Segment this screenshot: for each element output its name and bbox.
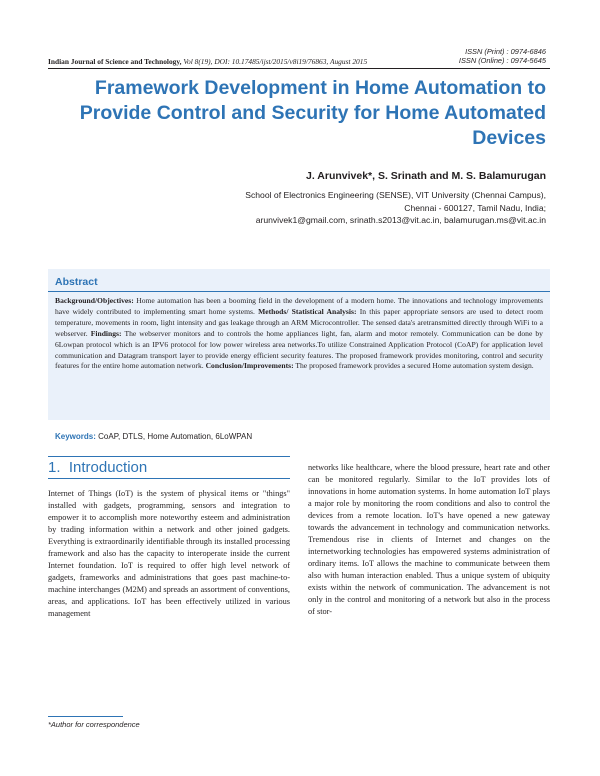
author-emails: arunvivek1@gmail.com, srinath.s2013@vit.ac.in, balamurugan.ms@vit.ac.in [255, 215, 546, 225]
methods-label: Methods/ Statistical Analysis: [258, 306, 357, 316]
findings-text: The webserver monitors and to controls the home appliances light, fan, alarm and motor remotely. Communication can be done by 6Lowpan protocol which is an IPV6 protocol for low power wireless area networks.To utilize Constrained Application Protocol (CoAP) for application level communication and Datagram transport layer to provide energy efficient security features. The proposed framework provides monitoring, control and security features for the entire home automation network. [55, 328, 543, 371]
conclusion-text: The proposed framework provides a secured Home automation system design. [293, 361, 534, 371]
affiliation-line-2: Chennai - 600127, Tamil Nadu, India; [404, 202, 546, 213]
header-divider [48, 68, 550, 69]
affiliation-line-1: School of Electronics Engineering (SENSE), VIT University (Chennai Campus), [245, 190, 546, 200]
section-number: 1. [48, 459, 61, 476]
abstract-box [48, 269, 550, 420]
authors: J. Arunvivek*, S. Srinath and M. S. Balamurugan [305, 170, 546, 182]
issn-online: ISSN (Online) : 0974-5645 [458, 56, 546, 65]
affiliation [126, 189, 546, 227]
keywords [55, 432, 252, 441]
abstract-text [55, 296, 543, 372]
keywords-values: CoAP, DTLS, Home Automation, 6LoWPAN [95, 432, 253, 441]
footnote: *Author for correspondence [48, 720, 140, 729]
conclusion-label: Conclusion/Improvements: [205, 361, 294, 371]
body-column-left: Internet of Things (IoT) is the system of physical items or "things" installed with gadgets, programming, sensors and integration to empower it to accomplish more noteworthy esteem and administration by trading information within a network and other joined gadgets. Everything is extraordinarily identifiable through its installed processing framework and also has the capacity to interoperate inside the current Internet foundation. IoT is required to offer high level network of gadgets, frameworks and administrations that goes past machine-to-machine interchanges (M2M) and spreads an assortment of conventions, areas, and applications. IoT has been effectively utilized in various management [48, 489, 290, 618]
paper-title: Framework Development in Home Automation to Provide Control and Security for Home Automated Devices [79, 77, 546, 149]
abstract-divider [48, 291, 550, 292]
section-top-rule [48, 456, 290, 457]
issn-print: ISSN (Print) : 0974-6846 [465, 47, 546, 56]
keywords-label: Keywords: [55, 432, 96, 441]
body-column-right: networks like healthcare, where the blood pressure, heart rate and other can be monitored regularly. Similar to the IoT provides lots of innovations in home automation systems. In home automation IoT plays a major role by monitoring the room conditions and also to control the devices from a remote location. IoT's have opened a new gateway towards the advancement in technology and communication networks. Tremendous rise in clients of Internet and changes on the internetworking technologies has empowered systems administration of ordinary items. IoT allows the machine to communicate between them also with human interaction enabled. Thus a unique system of ubiquity exists within the network of communication. The advancement is not only in the control and monitoring of a network but also in the process of stor- [308, 463, 550, 616]
journal-details: Vol 8(19), DOI: 10.17485/ijst/2015/v8i19/76863, August 2015 [181, 57, 368, 66]
objectives-label: Background/Objectives: [55, 296, 134, 305]
section-heading [48, 459, 147, 476]
section-bottom-rule [48, 478, 290, 479]
journal-name: Indian Journal of Science and Technology, [48, 57, 182, 66]
section-title: Introduction [68, 459, 148, 476]
journal-citation [48, 57, 548, 66]
footnote-rule [48, 716, 123, 717]
findings-label: Findings: [90, 328, 122, 338]
methods-text: In this paper appropriate sensors are used to detect room temperature, movements in room, light intensity and gas leakage through an ARM Microcontroller. The sensed data's aretransmitted directly through WiFi to a webserver. [55, 306, 543, 338]
abstract-heading: Abstract [55, 276, 98, 288]
objectives-text: Home automation has been a booming field in the development of a modern home. The innovations and technology improvements have widely contributed to implementing smart home systems. [55, 296, 543, 316]
